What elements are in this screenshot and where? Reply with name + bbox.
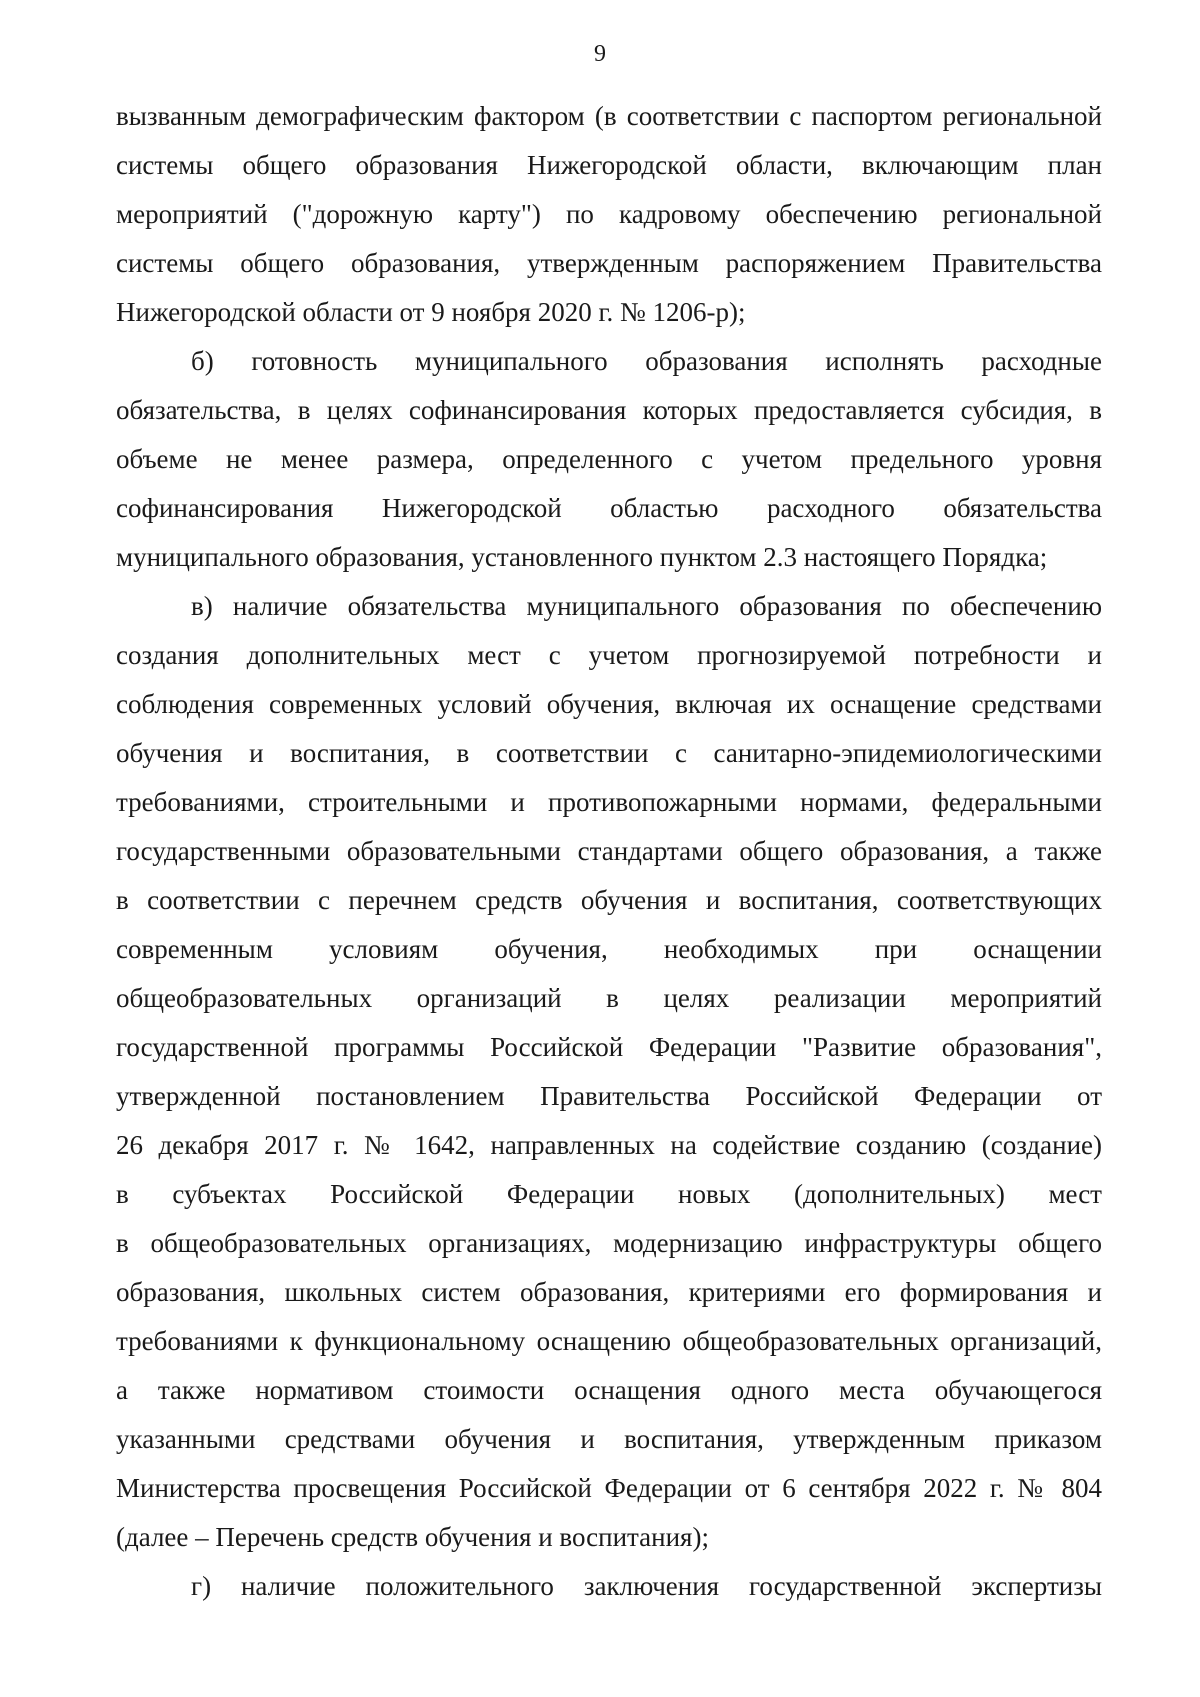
- text-line: в) наличие обязательства муниципального образования по обеспечению: [191, 591, 1102, 621]
- text-line: государственными образовательными стандартами общего образования, а также: [116, 836, 1102, 866]
- text-line: вызванным демографическим фактором (в соответствии с паспортом региональной: [116, 101, 1102, 131]
- text-line: обязательства, в целях софинансирования которых предоставляется субсидия, в: [116, 395, 1102, 425]
- text-line: обучения и воспитания, в соответствии с санитарно-эпидемиологическими: [116, 738, 1102, 768]
- text-line: объеме не менее размера, определенного с учетом предельного уровня: [116, 444, 1102, 474]
- text-line: требованиями к функциональному оснащению общеобразовательных организаций,: [116, 1326, 1102, 1356]
- text-line: софинансирования Нижегородской областью расходного обязательства: [116, 493, 1102, 523]
- paragraph-item-b: [116, 337, 1102, 582]
- text-line: в соответствии с перечнем средств обучения и воспитания, соответствующих: [116, 885, 1102, 915]
- text-line: государственной программы Российской Федерации "Развитие образования",: [116, 1032, 1102, 1062]
- text-line: г) наличие положительного заключения государственной экспертизы: [191, 1571, 1102, 1601]
- paragraph-item-v: [116, 582, 1102, 1562]
- text-line: системы общего образования Нижегородской области, включающим план: [116, 150, 1102, 180]
- text-line: утвержденной постановлением Правительства Российской Федерации от: [116, 1081, 1102, 1111]
- text-line: общеобразовательных организаций в целях реализации мероприятий: [116, 983, 1102, 1013]
- text-line: требованиями, строительными и противопожарными нормами, федеральными: [116, 787, 1102, 817]
- text-line: указанными средствами обучения и воспитания, утвержденным приказом: [116, 1424, 1102, 1454]
- text-line: (далее – Перечень средств обучения и воспитания);: [116, 1522, 709, 1552]
- text-line: системы общего образования, утвержденным распоряжением Правительства: [116, 248, 1102, 278]
- text-line: образования, школьных систем образования, критериями его формирования и: [116, 1277, 1102, 1307]
- document-body: [116, 92, 1102, 1611]
- text-line: современным условиям обучения, необходимых при оснащении: [116, 934, 1102, 964]
- text-line: муниципального образования, установленного пунктом 2.3 настоящего Порядка;: [116, 542, 1048, 572]
- text-line: а также нормативом стоимости оснащения одного места обучающегося: [116, 1375, 1102, 1405]
- page-number: 9: [594, 41, 606, 67]
- text-line: соблюдения современных условий обучения, включая их оснащение средствами: [116, 689, 1102, 719]
- text-line: мероприятий ("дорожную карту") по кадровому обеспечению региональной: [116, 199, 1102, 229]
- paragraph-item-g: [116, 1562, 1102, 1611]
- text-line: в субъектах Российской Федерации новых (дополнительных) мест: [116, 1179, 1102, 1209]
- text-line: в общеобразовательных организациях, модернизацию инфраструктуры общего: [116, 1228, 1102, 1258]
- text-line: б) готовность муниципального образования исполнять расходные: [191, 346, 1102, 376]
- text-line: Министерства просвещения Российской Федерации от 6 сентября 2022 г. № 804: [116, 1473, 1102, 1503]
- text-line: 26 декабря 2017 г. № 1642, направленных на содействие созданию (создание): [116, 1130, 1102, 1160]
- paragraph-continuation: [116, 92, 1102, 337]
- text-line: создания дополнительных мест с учетом прогнозируемой потребности и: [116, 640, 1102, 670]
- text-line: Нижегородской области от 9 ноября 2020 г. № 1206-р);: [116, 297, 746, 327]
